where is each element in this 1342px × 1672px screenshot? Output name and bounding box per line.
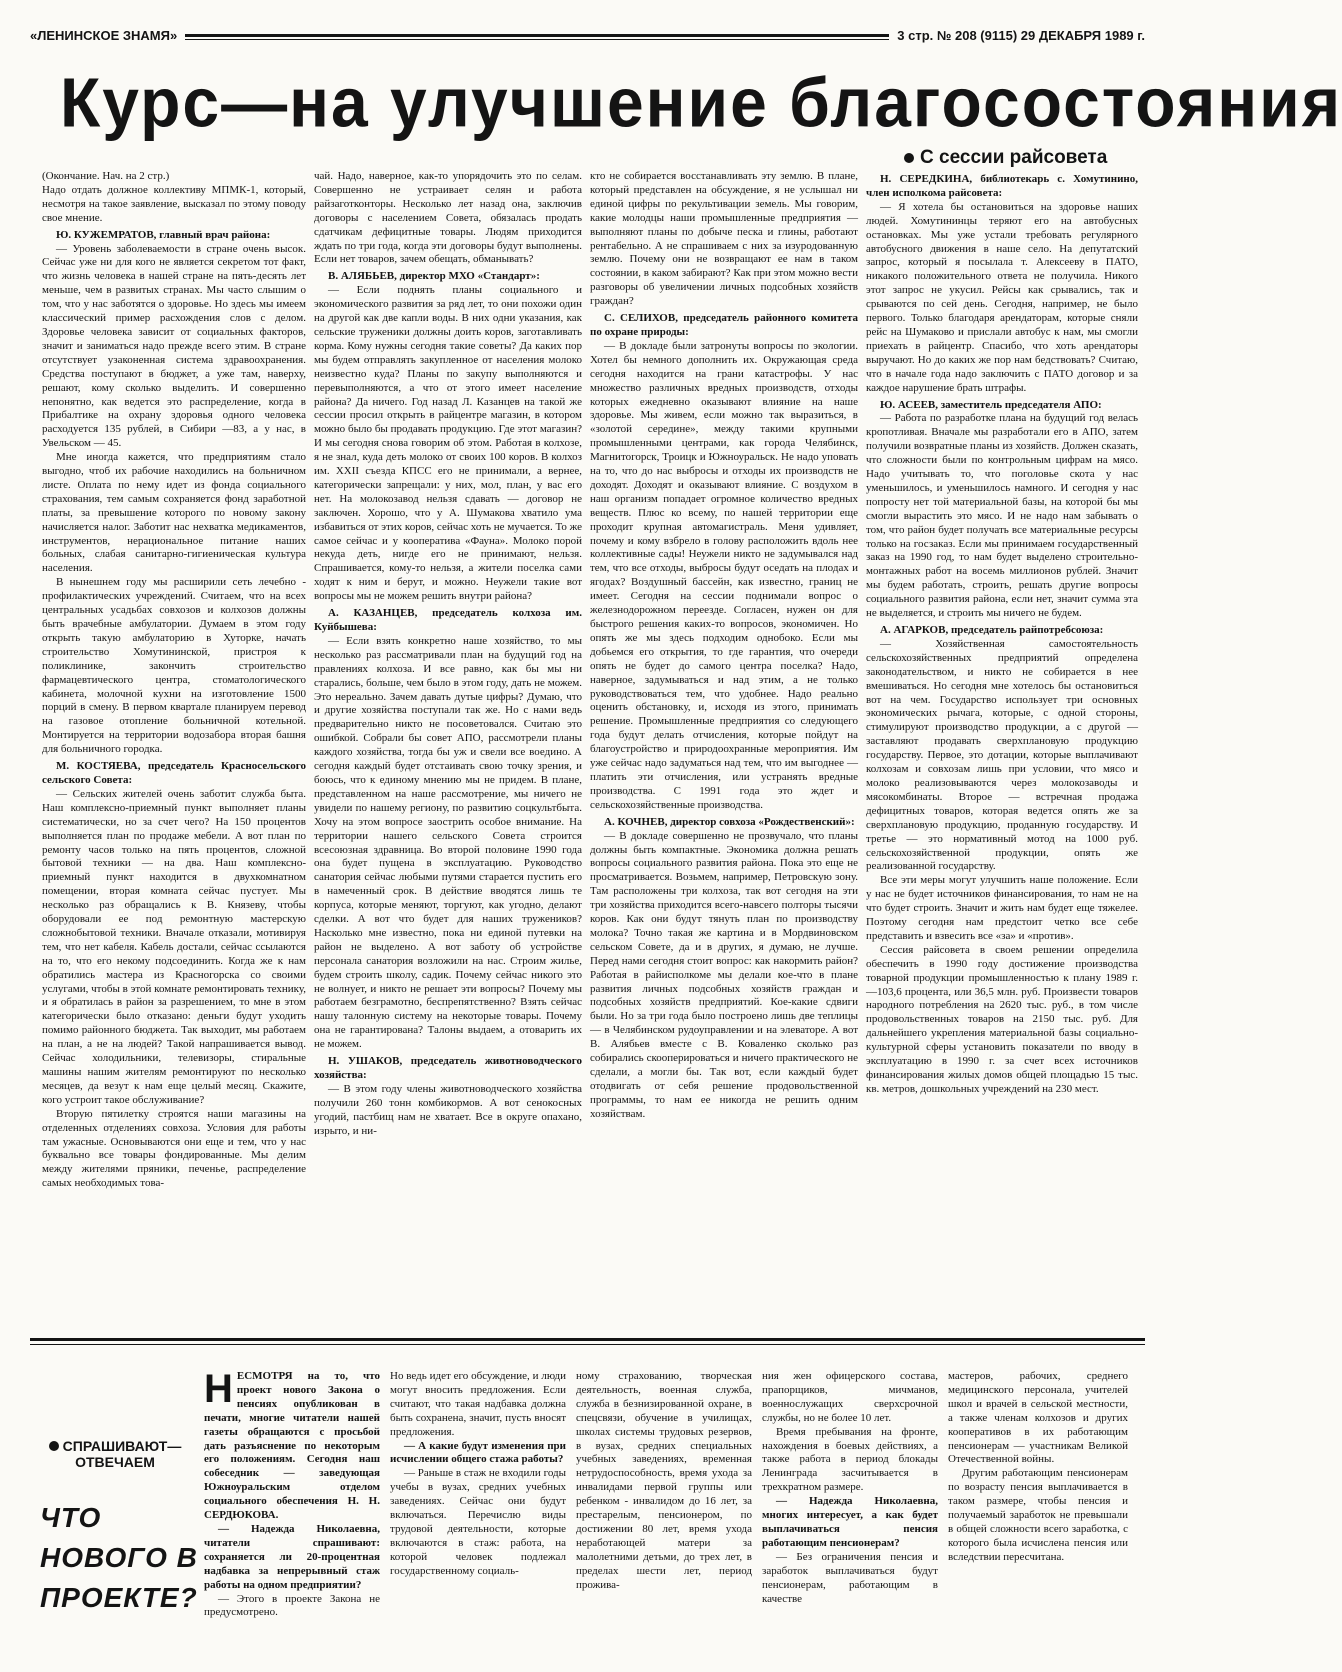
article-paragraph: Мне иногда кажется, что предприятиям стало выгодно, чтоб их рабочие находились на больничном листе. Оплата по нему идет из фонда социального страхования, тем самым сохраняется фонд заработной платы, за превышение которого по новому закону начисляется налог. Заботит нас нехватка медикаментов, инструментов, нерациональное питание наших больных, слабая санитарно-гигиеническая культура населения.	[42, 451, 306, 575]
pension-column-4	[762, 1370, 938, 1670]
qa-rubric-text: СПРАШИВАЮТ— ОТВЕЧАЕМ	[62, 1438, 182, 1470]
speaker-name: А. КОЧНЕВ, директор совхоза «Рождественский»:	[604, 815, 855, 828]
article-paragraph: — Если взять конкретно наше хозяйство, то мы несколько раз рассматривали план на будущий год на правлениях колхоза. И все равно, как бы мы ни старались, больше, чем было в этом году, дать не можем. Это нереально. Зачем давать дутые цифры? Думаю, что и другие хозяйства поступали так же. Но с нами ведь предварительно никто не посоветовался. Считаю это ошибкой. Собрали бы совет АПО, рассмотрели планы каждого хозяйства, тогда бы уж и свели все воедино. А сегодня каждый будет отстаивать свою точку зрения, и боюсь, что к единому мнению мы не придем. В плане, представленном на наше рассмотрение, мы ничего не увидели по нашему региону, по развитию соцкультбыта. Хочу на этом вопросе заострить особое внимание. На территории нашего сельского Совета строится всесоюзная здравница. Во второй половине 1990 года она будет пущена в эксплуатацию. Руководство санатория сейчас любыми путями старается пустить его в намеченный срок. В действие вводятся лишь те корпуса, которые меняют, торгуют, как угодно, делают сделки. А вот что будет для наших тружеников? Насколько мне известно, пока ни единой путевки на район не выделено. А вот заботу об устройстве персонала санатория возложили на нас. Строим жилье, будем строить школу, садик. Почему сейчас никого это не волнует, и никто не решает эти вопросы? Почему мы работаем безграмотно, беспрепятственно? Взять сейчас нашу талонную систему на некоторые товары. Почему она не гарантирована? Талоны выдаем, а отоварить их не можем.	[314, 634, 582, 1051]
article-paragraph: — Я хотела бы остановиться на здоровье наших людей. Хомутининцы теряют его на автобусных остановках. Мы уже устали требовать регулярного автобусного движения в наше село. На депутатский запрос, который я посылала т. Алексееву в ПАТО, никакого положительного ответа не получила. Никого этот запрос не укусил. Рейсы как срывались, так и срываются по сей день. Сегодня, например, не было первого. Только благодаря арендаторам, которые сняли рейс на Шумаково и прислали автобус к нам, мы смогли приехать в райцентр. Спасибо, что хоть арендаторы выручают. Но до каких же пор нам бедствовать? Считаю, что в начале года надо заключить с ПАТО договор и за каждое нарушение брать штрафы.	[866, 200, 1138, 394]
article-paragraph: Надо отдать должное коллективу МПМК-1, который, несмотря на такое заявление, высказал по этому поводу свое мнение.	[42, 183, 306, 224]
article-paragraph: (Окончание. Нач. на 2 стр.)	[42, 170, 170, 182]
newspaper-name: «ЛЕНИНСКОЕ ЗНАМЯ»	[30, 27, 178, 43]
pension-column-5	[948, 1370, 1128, 1670]
speaker-name: Ю. АСЕЕВ, заместитель председателя АПО:	[880, 398, 1102, 411]
article-paragraph: — В докладе были затронуты вопросы по экологии. Хотел бы немного дополнить их. Окружающая среда сегодня находится на грани катастрофы. У нас множество различных вредных производств, отходы которых ежедневно оказывают влияние на наше здоровье. Мы живем, если можно так выразиться, в «золотой середине», между такими крупными промышленными центрами, как города Челябинск, Магнитогорск, Троицк и Южноуральск. Не надо уповать на то, что до нас выбросы и отходы их производств не доходят. Доходят и оказывают влияние. С воздухом в наш организм попадает огромное количество вредных веществ. Плюс ко всему, по нашей территории еще проходит крупная автомагистраль. Меня удивляет, почему и кому взбрело в голову расположить вдоль нее коллективные сады! Неужели никто не задумывался над тем, что все отходы, выбросы будут оседать на плодах и ягодах? Воздушный бассейн, как известно, границ не имеет. Сегодня на сессии поднимали вопрос о железнодорожном переезде. Согласен, нужен он для быстрого решения каких-то вопросов, экономичен. Но опять же мы здесь подходим однобоко. Если мы добьемся его открытия, то где гарантия, что очереди опять не будет до самого центра поселка? Надо, наверное, задумываться и над этим, а не только руководствоваться тем, что удобнее. Надо реально оценить обстановку, и, исходя из этого, принимать решение. Промышленные предприятия со следующего года будут делать отчисления, которые пойдут на благоустройство и природоохранные мероприятия. Им уже сейчас надо задуматься над тем, что им выгоднее —платить эти отчисления, или устранять вредные производства. С 1991 года это ждет и сельскохозяйственные производства.	[590, 339, 858, 811]
article-paragraph: — Хозяйственная самостоятельность сельскохозяйственных предприятий определена законодательством, и никто не собирается в нее вмешиваться. Но сегодня мне хотелось бы остановиться вот на чем. Государство использует три основных экономических рычага, которые, с одной стороны, стимулируют производство продукции, а с другой — заставляют продавать сверхплановую продукцию государству. Первое, это дотации, которые выплачивают колхозам и совхозам лишь при условии, что мясо и молоко реализовываются через молокозаводы и мясокомбинаты. Второе — встречная продажа дефицитных товаров, которая ведется опять же за сверхплановую продукцию, проданную государству. И третье — это нормативный мотод на 1000 руб. сельскохозяйственной продукции, опять же реализованной государству.	[866, 637, 1138, 873]
article-column-1	[42, 170, 306, 1338]
qa-title: ЧТО НОВОГО В ПРОЕКТЕ?	[40, 1502, 198, 1613]
section-divider-thin	[30, 1344, 1145, 1345]
pension-column-3	[576, 1370, 752, 1670]
bullet-icon	[904, 153, 914, 163]
speaker-name: Ю. КУЖЕМРАТОВ, главный врач района:	[56, 228, 271, 241]
speaker-name: А. КАЗАНЦЕВ, председатель колхоза им. Куйбышева:	[314, 607, 582, 633]
article-paragraph: Вторую пятилетку строятся наши магазины на отделенных отделениях совхоза. Условия для работы там ужасные. Основываются они еще и тем, что у нас буквально все товары фондированные. Мы делим между жителями пряники, печенье, распределение самых необходимых това-	[42, 1107, 306, 1190]
pension-answer-1: — Этого в проекте Закона не предусмотрено.	[204, 1592, 380, 1619]
page-headline: Курс—на улучшение благосостояния	[60, 63, 1342, 142]
session-rubric-text: С сессии райсовета	[920, 147, 1108, 168]
pension-column-1	[204, 1367, 380, 1670]
pension-intro-text: ЕСМОТРЯ на то, что проект нового Закона о пенсиях опубликован в печати, многие читатели нашей газеты обращаются с просьбой дать разъяснение по некоторым его положениям. Сегодня наш собеседник — заведующая Южноуральским отделом социального обеспечения Н. Н. СЕРДЮКОВА.	[204, 1370, 380, 1522]
pension-paragraph: Время пребывания на фронте, нахождения в боевых действиях, а также работа в период блокады Ленинграда засчитывается в трехкратном размере.	[762, 1425, 938, 1494]
article-paragraph: В нынешнем году мы расширили сеть лечебно - профилактических учреждений. Считаем, что на всех центральных усадьбах совхозов и колхозов должны быть врачебные амбулатории. Думаем в этом году открыть такую амбулаторию в Хуторке, начать строительство Хомутининской, пристроя к поликлинике, закончить строительство фармацевтического центра, стоматологического кабинета, молочной кухни на изготовление 1500 порций в смену. В первом квартале планируем перевод на газовое отопление больничной котельной. Монтируется на территории водозабора вторая башня для больничного городка.	[42, 576, 306, 756]
issue-info: 3 стр. № 208 (9115) 29 ДЕКАБРЯ 1989 г.	[897, 27, 1145, 43]
pension-answer-2-end: ния жен офицерского состава, прапорщиков, мичманов, военнослужащих сверхсрочной службы, но не более 10 лет.	[762, 1370, 938, 1424]
pension-answer-2: — Раньше в стаж не входили годы учебы в вузах, средних учебных заведениях. Сейчас они будут включаться. Перечислю виды трудовой деятельности, которые включаются в стаж: работа, на которой человек подлежал государственному социаль-	[390, 1467, 566, 1577]
session-rubric	[904, 147, 1107, 169]
qa-rubric	[40, 1438, 190, 1470]
article-paragraph: — Работа по разработке плана на будущий год велась кропотливая. Вначале мы разработали его в АПО, затем получили возвратные планы из хозяйств. Должен сказать, что сложности были по контрольным цифрам на мясо. Надо учитывать то, что поголовье скота у нас уменьшилось, и уменьшилось намного. И сегодня у нас попросту нет той материальной базы, на которой бы мы смогли вырастить это мясо. И не надо нам забывать о том, что район будет получать все материальные ресурсы только на госзаказ. Если мы принимаем государственный заказ на 1990 год, то нам будет выделено строительно- монтажных работ на восемь миллионов рублей. Значит мы будем работать, строить, решать другие вопросы социального развития района, если нет, значит сумма эта не выделяется, и строить мы ничего не будем.	[866, 412, 1138, 620]
pension-answer-3-end: Другим работающим пенсионерам по возрасту пенсия выплачивается в таком размере, чтобы пенсия и получаемый заработок не превышали в общей сложности всего заработка, с которого была исчислена пенсия или вследствии пересчитана.	[948, 1467, 1128, 1563]
article-paragraph: — В этом году члены животноводческого хозяйства получили 260 тонн комбикормов. А вот сенокосных угодий, пастбищ нам не хватает. Все в округе опахано, изрыто, и ни-	[314, 1082, 582, 1137]
pension-column-2	[390, 1370, 566, 1670]
article-paragraph: — Уровень заболеваемости в стране очень высок. Сейчас уже ни для кого не является секретом тот факт, что жизнь человека в нашей стране на пять-десять лет меньше, чем в развитых странах. Мы часто слышим о том, что у нас заботятся о здоровье. Но здесь мы имеем классический пример расхождения слов с делом. Здоровье человека зависит от социальных факторов, значит и заниматься надо прежде всего этим. В стране отсутствует узаконенная система здравоохранения. Средства поступают в бюджет, а уже там, наверху, решают, кому сколько выделить. И совершенно непонятно, как ведется это распределение, когда в Прибалтике на охрану здоровья одного человека расходуется 135 рублей, в Сибири —83, а у нас, в Увельском — 45.	[42, 242, 306, 450]
pension-question-3: — Надежда Николаевна, многих интересует, а как будет выплачиваться пенсия работающим пенсионерам?	[762, 1495, 938, 1549]
speaker-name: В. АЛЯБЬЕВ, директор МХО «Стандарт»:	[328, 270, 540, 283]
masthead	[30, 24, 1145, 46]
pension-answer-2-cont: ному страхованию, творческая деятельность, военная служба, служба в безнизированной охране, в спецсвязи, обучение в училищах, школах системы трудовых резервов, в вузах, средних специальных учебных заведениях, временная нетрудоспособность, время ухода за инвалидами первой группы или ребенком - инвалидом до 16 лет, за престарелым, пенсионером, по достижении 80 лет, время ухода неработающей матери за малолетними детьми, до трех лет, в пределах шести лет, период прожива-	[576, 1370, 752, 1591]
article-column-2	[314, 170, 582, 1338]
pension-question-1: — Надежда Николаевна, читатели спрашивают: сохраняется ли 20-процентная надбавка за непрерывный стаж работы на одном предприятии?	[204, 1522, 380, 1591]
speaker-name: А. АГАРКОВ, председатель райпотребсоюза:	[880, 624, 1104, 636]
pension-answer-1-cont: Но ведь идет его обсуждение, и люди могут вносить предложения. Если считают, что такая надбавка должна быть сохранена, значит, пусть вносят предложения.	[390, 1370, 566, 1438]
pension-question-2: — А какие будут изменения при исчислении общего стажа работы?	[390, 1439, 566, 1466]
speaker-name: Н. УШАКОВ, председатель животноводческого хозяйства:	[314, 1055, 582, 1081]
article-paragraph: — Сельских жителей очень заботит служба быта. Наш комплексно-приемный пункт выполняет планы систематически, но за счет чего? На 150 процентов выполняется план по продаже мебели. А вот план по ремонту часов только на пять процентов, сложной бытовой техники — на два. Наш комплексно- приемный пункт находится в двухкомнатном помещении, вторая комната сейчас пустует. Мы несколько раз обращались к В. Князеву, чтобы оборудовали ее под ремонтную мастерскую сложнобытовой техники. Вначале отказали, мотивируя тем, что нет кабеля. Кабель достали, сейчас ссылаются на то, что его некому подсоединить. Когда же к нам обратились мастера из Красногорска со своими услугами, чтобы в этой комнате ремонтировать технику, и я обратилась в район за разрешением, то мне в этом категорически было отказано: деньги будут уходить помимо районного бюджета. Так выходит, мы работаем на план, а не на людей? Такой напрашивается вывод. Сейчас холодильники, телевизоры, стиральные машины нашим жителям ремонтируют по несколько месяцев, да везут к нам еще целый месяц. Скажите, кого устроит такое обслуживание?	[42, 787, 306, 1106]
speaker-name: С. СЕЛИХОВ, председатель районного комитета по охране природы:	[590, 312, 858, 338]
article-paragraph: Все эти меры могут улучшить наше положение. Если у нас не будет источников финансирования, то нам не на что будет строить. Значит и жить нам будет еще тяжелее. Поэтому сегодня нам предстоит четко все себе представить и взвесить все «за» и «против».	[866, 874, 1138, 942]
article-paragraph: — В докладе совершенно не прозвучало, что планы должны быть компактные. Экономика должна решать вопросы социального развития района. Пока это еще не просматривается. Возьмем, например, Петровскую зону. Там расположены три колхоза, так вот сегодня на эти три хозяйства приходится всего-навсего полторы тысячи коров. Как они будут тянуть план по производству молока? Точно такая же картина и в Мордвиновском сельском Совете, да и в других, я думаю, не лучше. Перед нами сегодня стоит вопрос: как накормить район? Работая в райисполкоме мы делали кое-что в плане развития личных подсобных хозяйств граждан и подсобных хозяйств предприятий. Кое-какие сдвиги были. Но за три года было построено лишь две теплицы — в Челябинском рудоуправлении и на элеваторе. А вот В. Алябьев вместе с В. Коваленко сколько раз собирались скооперироваться и ничего практического не сделали, а могли бы. Так вот, если каждый будет отодвигать от себя решение продовольственной программы, то нам ее никогда не решить одним хозяйствам.	[590, 829, 858, 1120]
bullet-icon	[49, 1441, 59, 1451]
speaker-name: Н. СЕРЕДКИНА, библиотекарь с. Хомутинино, член исполкома райсовета:	[866, 173, 1138, 199]
section-divider	[30, 1338, 1145, 1341]
pension-answer-3: — Без ограничения пенсия и заработок выплачиваться будут пенсионерам, работающим в качестве	[762, 1550, 938, 1605]
pension-intro	[204, 1367, 380, 1523]
dropcap: Н	[204, 1367, 233, 1411]
article-column-3	[590, 170, 858, 1338]
article-paragraph: чай. Надо, наверное, как-то упорядочить это по селам. Совершенно не устраивает селян и работа райзаготконторы. Несколько лет назад она, заключив договоры с населением Совета, обязалась продать сдатчикам дефицитные товары. Людям приходится ждать по три года, когда эти договоры будут выполнены. Если нет товаров, зачем обещать, обманывать?	[314, 170, 582, 266]
article-paragraph: Сессия райсовета в своем решении определила обеспечить в 1990 году достижение производства товарной продукции промышленностью к плану 1989 г.—103,6 процента, или 36,5 млн. руб. Произвести товаров народного потребления на 2620 тыс. руб., в том числе продовольственных товаров на 2150 тыс. руб. Для дальнейшего укрепления материальной базы социально-культурной сферы установить показатели по вводу в эксплуатацию в 1990 г. за счет всех источников финансирования жилых домов общей площадью 15 тыс. кв. метров, дошкольных учреждений на 230 мест.	[866, 943, 1138, 1095]
speaker-name: М. КОСТЯЕВА, председатель Красносельского сельского Совета:	[42, 760, 306, 786]
masthead-rule	[185, 34, 889, 37]
article-paragraph: кто не собирается восстанавливать эту землю. В плане, который представлен на обсуждение, я не услышал ни единой цифры по рекультивации земель. Мы говорим, какие молодцы наши промышленные предприятия — выполняют планы по добыче песка и глины, работают рентабельно. А не спрашиваем с них за изуродованную землю. Почему они не возвращают ее нам в таком состоянии, в каком забирают? Как при этом можно вести разговоры об увеличении личных подсобных хозяйств граждан?	[590, 170, 858, 308]
article-column-4	[866, 170, 1138, 1338]
pension-answer-3-cont: мастеров, рабочих, среднего медицинского персонала, учителей школ и врачей в сельской местности, а также членам колхозов и других кооперативов в их работающим пенсионерам — участникам Великой Отечественной войны.	[948, 1370, 1128, 1466]
article-paragraph: — Если поднять планы социального и экономического развития за ряд лет, то они похожи один на другой как две капли воды. В них одни указания, как сельские труженики должны доить коров, заготавливать корма. Кому нужны сегодня такие советы? Да каких пор мы будем отправлять закупленное от населения молоко неизвестно куда? Планы по закупу выполняются и перевыполняются, а что от этого имеет население района? Да ничего. Год назад Л. Казанцев на такой же сессии просил открыть в райцентре магазин, в котором можно было бы продавать продукцию. Где этот магазин? И мы сегодня снова говорим об этом. Работая в колхозе, я не знал, куда деть молоко от своих 100 коров. В колхоз им. XXII съезда КПСС его не принимали, а вернее, категорически запрещали: у них, мол, план, у вас его нет. На молокозавод нельзя сдавать — договор не заключен. Хорошо, что у А. Шумакова хватило ума избавиться от этих коров, сейчас хоть не мучается. То же самое сейчас и у кооператива «Фауна». Молоко порой некуда деть, нигде его не принимают, нельзя. Спрашивается, кому-то нельзя, а жители поселка сами ходят к ним и берут, и можно. Неужели такие вот вопросы мы не можем решить внутри района?	[314, 284, 582, 603]
